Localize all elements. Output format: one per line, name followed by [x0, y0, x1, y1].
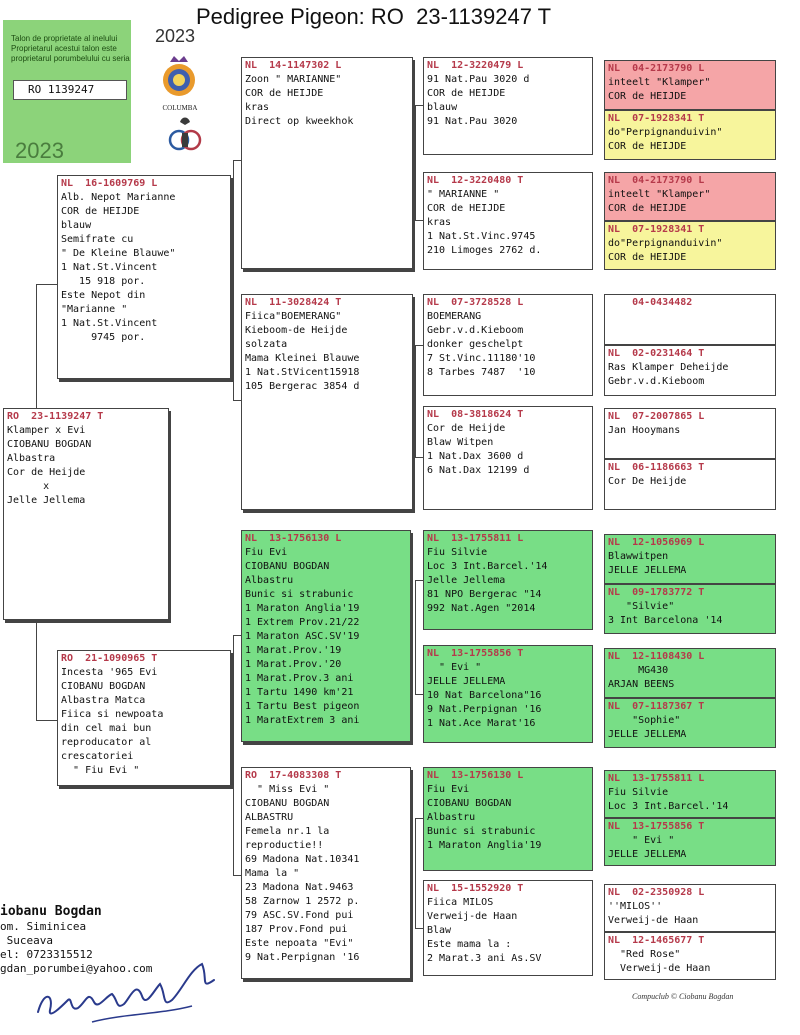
pigeon-card-fm: [241, 294, 413, 510]
ring-number: NL 02-2350928 L: [608, 887, 705, 898]
pigeon-info-line: " Evi ": [608, 835, 675, 846]
columba-logo-icon: [158, 52, 200, 102]
ring-number: RO 17-4083308 T: [245, 770, 342, 781]
pigeon-card-g10: [604, 584, 776, 634]
pigeon-info-line: 187 Prov.Fond pui: [245, 924, 348, 935]
pigeon-card-g12: [604, 698, 776, 748]
pigeon-info-line: reproducator al: [61, 737, 152, 748]
pigeon-card-father: [57, 175, 231, 379]
pigeon-info-line: COR de HEIJDE: [61, 206, 140, 217]
pigeon-info-line: CIOBANU BOGDAN: [245, 798, 330, 809]
pigeon-card-g16: [604, 932, 776, 980]
pigeon-info-line: 9745 por.: [61, 332, 146, 343]
pigeon-info-line: CIOBANU BOGDAN: [61, 681, 146, 692]
ring-number: NL 04-2173790 L: [608, 63, 705, 74]
pigeon-info-line: 2 Marat.3 ani As.SV: [427, 953, 542, 964]
pigeon-card-mf: [241, 530, 411, 742]
pigeon-info-line: Zoon " MARIANNE": [245, 74, 342, 85]
pigeon-info-line: 1 Nat.Dax 3600 d: [427, 451, 524, 462]
pigeon-info-line: 1 Maraton Anglia'19: [245, 603, 360, 614]
pigeon-info-line: Femela nr.1 la: [245, 826, 330, 837]
pigeon-info-line: Bunic si strabunic: [245, 589, 354, 600]
ring-number: NL 13-1755856 T: [608, 821, 705, 832]
pigeon-info-line: 1 MaratExtrem 3 ani: [245, 715, 360, 726]
pigeon-card-g11: [604, 648, 776, 698]
connector-line: [36, 720, 57, 721]
pigeon-info-line: Este nepoata "Evi": [245, 938, 354, 949]
pigeon-info-line: Albastra Matca: [61, 695, 146, 706]
pigeon-card-fmm: [423, 406, 593, 510]
pigeon-card-g13: [604, 770, 776, 818]
pigeon-info-line: " De Kleine Blauwe": [61, 248, 176, 259]
connector-line: [415, 818, 416, 928]
ring-number: NL 15-1552920 T: [427, 883, 524, 894]
ring-number: NL 13-1755856 T: [427, 648, 524, 659]
pigeon-info-line: Albastru: [427, 812, 476, 823]
pigeon-info-line: "Marianne ": [61, 304, 128, 315]
pigeon-info-line: Direct op kweekhok: [245, 116, 354, 127]
coupon-year: 2023: [15, 138, 64, 163]
pigeon-info-line: 81 NPO Bergerac "14: [427, 589, 542, 600]
pigeon-card-mff: [423, 530, 593, 630]
pigeon-card-g3: [604, 172, 776, 221]
pigeon-info-line: 1 Extrem Prov.21/22: [245, 617, 360, 628]
pigeon-card-mmf: [423, 767, 593, 871]
ring-number: NL 04-2173790 L: [608, 175, 705, 186]
ring-number: RO 23-1139247 T: [7, 411, 104, 422]
coupon-line: Talon de proprietate al inelului: [11, 34, 118, 43]
pigeon-info-line: solzata: [245, 339, 288, 350]
coupon-line: proprietarul porumbelului cu seria: [11, 54, 130, 63]
ring-number: NL 06-1186663 T: [608, 462, 705, 473]
ring-number: NL 13-1755811 L: [427, 533, 524, 544]
pigeon-info-line: Semifrate cu: [61, 234, 134, 245]
pigeon-info-line: COR de HEIJDE: [245, 88, 324, 99]
fci-logo-icon: [168, 114, 202, 154]
pigeon-info-line: Mama la ": [245, 868, 300, 879]
connector-line: [415, 345, 423, 346]
ring-number: NL 07-1928341 T: [608, 113, 705, 124]
pigeon-info-line: 9 Nat.Perpignan '16: [427, 704, 542, 715]
pigeon-info-line: Albastra: [7, 453, 56, 464]
pigeon-info-line: " Miss Evi ": [245, 784, 330, 795]
breeder-email: gdan_porumbei@yahoo.com: [0, 962, 153, 975]
pigeon-info-line: CIOBANU BOGDAN: [245, 561, 330, 572]
pigeon-info-line: Incesta '965 Evi: [61, 667, 158, 678]
pigeon-info-line: Verweij-de Haan: [608, 915, 699, 926]
ring-number: NL 07-1187367 T: [608, 701, 705, 712]
connector-line: [415, 220, 423, 221]
pigeon-info-line: Cor de Heijde: [427, 423, 506, 434]
pigeon-info-line: kras: [245, 102, 270, 113]
ring-number: NL 07-2007865 L: [608, 411, 705, 422]
connector-line: [36, 284, 57, 285]
pigeon-info-line: Fiica"BOEMERANG": [245, 311, 342, 322]
pigeon-info-line: " Fiu Evi ": [61, 765, 140, 776]
ring-number: RO 21-1090965 T: [61, 653, 158, 664]
pigeon-info-line: JELLE JELLEMA: [608, 849, 687, 860]
connector-line: [415, 694, 423, 695]
pigeon-card-mm: [241, 767, 411, 979]
pigeon-info-line: Blaw Witpen: [427, 437, 494, 448]
pigeon-info-line: do"Perpignanduivin": [608, 127, 723, 138]
pigeon-info-line: 69 Madona Nat.10341: [245, 854, 360, 865]
pigeon-info-line: Loc 3 Int.Barcel.'14: [608, 801, 729, 812]
connector-line: [415, 345, 416, 457]
pigeon-info-line: 1 Nat.St.Vincent: [61, 262, 158, 273]
pigeon-info-line: Blaw: [427, 925, 452, 936]
pigeon-info-line: inteelt "Klamper": [608, 77, 711, 88]
ring-number: NL 11-3028424 T: [245, 297, 342, 308]
pigeon-info-line: reproductie!!: [245, 840, 324, 851]
breeder-phone: el: 0723315512: [0, 948, 93, 961]
pigeon-info-line: Blawwitpen: [608, 551, 669, 562]
pigeon-info-line: Ras Klamper Deheijde: [608, 362, 729, 373]
pigeon-card-fff: [423, 57, 593, 155]
ring-number: NL 12-1108430 L: [608, 651, 705, 662]
pigeon-info-line: Kieboom-de Heijde: [245, 325, 348, 336]
page-title: Pedigree Pigeon: RO 23-1139247 T: [196, 4, 552, 29]
pigeon-info-line: 1 Tartu 1490 km'21: [245, 687, 354, 698]
connector-line: [415, 580, 423, 581]
pigeon-info-line: 1 Marat.Prov.'19: [245, 645, 342, 656]
connector-line: [233, 160, 234, 400]
pigeon-info-line: COR de HEIJDE: [608, 141, 687, 152]
connector-line: [36, 620, 37, 720]
pigeon-info-line: COR de HEIJDE: [427, 88, 506, 99]
pigeon-info-line: 1 Maraton ASC.SV'19: [245, 631, 360, 642]
pigeon-info-line: crescatoriei: [61, 751, 134, 762]
ring-number: NL 07-1928341 T: [608, 224, 705, 235]
pigeon-info-line: 1 Nat.St.Vinc.9745: [427, 231, 536, 242]
pigeon-card-ff: [241, 57, 413, 269]
pigeon-info-line: Jan Hooymans: [608, 425, 681, 436]
connector-line: [233, 635, 241, 636]
connector-line: [415, 105, 416, 220]
pigeon-card-g1: [604, 60, 776, 110]
pigeon-card-g5: [604, 294, 776, 345]
pigeon-info-line: Jelle Jellema: [427, 575, 506, 586]
pigeon-card-g2: [604, 110, 776, 160]
connector-line: [233, 400, 241, 401]
pigeon-info-line: 1 Marat.Prov.'20: [245, 659, 342, 670]
connector-line: [233, 160, 241, 161]
pigeon-info-line: 23 Madona Nat.9463: [245, 882, 354, 893]
pigeon-info-line: 1 Maraton Anglia'19: [427, 840, 542, 851]
pigeon-info-line: COR de HEIJDE: [608, 91, 687, 102]
pigeon-info-line: JELLE JELLEMA: [608, 565, 687, 576]
ring-number: NL 16-1609769 L: [61, 178, 158, 189]
pigeon-info-line: Cor de Heijde: [7, 467, 86, 478]
connector-line: [415, 105, 423, 106]
pigeon-info-line: 3 Int Barcelona '14: [608, 615, 723, 626]
pigeon-info-line: BOEMERANG: [427, 311, 482, 322]
ring-number: NL 09-1783772 T: [608, 587, 705, 598]
pigeon-info-line: 7 St.Vinc.11180'10: [427, 353, 536, 364]
ring-number: 04-0434482: [608, 297, 693, 308]
pigeon-info-line: JELLE JELLEMA: [608, 729, 687, 740]
pigeon-card-subject: [3, 408, 169, 620]
ring-number: NL 08-3818624 T: [427, 409, 524, 420]
ring-number: NL 13-1755811 L: [608, 773, 705, 784]
pigeon-info-line: 8 Tarbes 7487 '10: [427, 367, 536, 378]
connector-line: [415, 580, 416, 694]
pigeon-card-g4: [604, 221, 776, 270]
pigeon-info-line: 79 ASC.SV.Fond pui: [245, 910, 354, 921]
pigeon-info-line: Gebr.v.d.Kieboom: [427, 325, 524, 336]
pigeon-info-line: 91 Nat.Pau 3020: [427, 116, 518, 127]
pigeon-info-line: CIOBANU BOGDAN: [427, 798, 512, 809]
pigeon-info-line: "Sophie": [608, 715, 681, 726]
footer-credit: Compuclub © Ciobanu Bogdan: [632, 992, 734, 1001]
pigeon-info-line: 1 Marat.Prov.3 ani: [245, 673, 354, 684]
ring-number: NL 12-1465677 T: [608, 935, 705, 946]
connector-line: [36, 284, 37, 408]
pigeon-card-mother: [57, 650, 231, 786]
pigeon-info-line: 210 Limoges 2762 d.: [427, 245, 542, 256]
pigeon-info-line: 1 Nat.Ace Marat'16: [427, 718, 536, 729]
ring-number: NL 12-3220479 L: [427, 60, 524, 71]
pigeon-card-g15: [604, 884, 776, 932]
pigeon-info-line: 1 Tartu Best pigeon: [245, 701, 360, 712]
pigeon-info-line: do"Perpignanduivin": [608, 238, 723, 249]
pigeon-info-line: COR de HEIJDE: [427, 203, 506, 214]
ring-number: NL 12-3220480 T: [427, 175, 524, 186]
ring-number: NL 13-1756130 L: [245, 533, 342, 544]
pigeon-info-line: Este mama la :: [427, 939, 512, 950]
pigeon-info-line: 58 Zarnow 1 2572 p.: [245, 896, 360, 907]
pigeon-info-line: 1 Nat.StVicent15918: [245, 367, 360, 378]
pigeon-info-line: CIOBANU BOGDAN: [7, 439, 92, 450]
columba-logo-label: COLUMBA: [162, 104, 198, 112]
pigeon-info-line: Fiu Silvie: [608, 787, 669, 798]
ring-number: NL 12-1056969 L: [608, 537, 705, 548]
pigeon-info-line: blauw: [61, 220, 92, 231]
pigeon-info-line: Fiu Evi: [245, 547, 288, 558]
pigeon-info-line: 6 Nat.Dax 12199 d: [427, 465, 530, 476]
pigeon-info-line: 992 Nat.Agen "2014: [427, 603, 536, 614]
connector-line: [233, 875, 241, 876]
pigeon-info-line: ALBASTRU: [245, 812, 294, 823]
pigeon-info-line: 9 Nat.Perpignan '16: [245, 952, 360, 963]
pigeon-info-line: COR de HEIJDE: [608, 203, 687, 214]
breeder-city: Suceava: [0, 934, 53, 947]
pigeon-info-line: Fiica si newpoata: [61, 709, 164, 720]
pigeon-info-line: Alb. Nepot Marianne: [61, 192, 176, 203]
breeder-address: om. Siminicea: [0, 920, 87, 933]
connector-line: [415, 457, 423, 458]
pigeon-info-line: 1 Nat.St.Vincent: [61, 318, 158, 329]
season-year: 2023: [155, 26, 196, 46]
pigeon-card-g14: [604, 818, 776, 866]
pigeon-info-line: Cor De Heijde: [608, 476, 687, 487]
pigeon-info-line: Loc 3 Int.Barcel.'14: [427, 561, 548, 572]
connector-line: [233, 635, 234, 875]
ring-number: NL 14-1147302 L: [245, 60, 342, 71]
pigeon-info-line: " Evi ": [427, 662, 482, 673]
pigeon-card-mmm: [423, 880, 593, 976]
ring-number: NL 13-1756130 L: [427, 770, 524, 781]
pigeon-info-line: din cel mai bun: [61, 723, 152, 734]
pigeon-info-line: JELLE JELLEMA: [427, 676, 506, 687]
pigeon-info-line: "Red Rose": [608, 949, 681, 960]
ring-number: NL 07-3728528 L: [427, 297, 524, 308]
pigeon-info-line: x: [7, 481, 50, 492]
breeder-name: iobanu Bogdan: [0, 904, 102, 919]
pigeon-info-line: Bunic si strabunic: [427, 826, 536, 837]
connector-line: [415, 928, 423, 929]
pigeon-info-line: ''MILOS'': [608, 901, 663, 912]
signature-icon: [32, 950, 232, 1030]
pigeon-info-line: COR de HEIJDE: [608, 252, 687, 263]
pigeon-info-line: blauw: [427, 102, 458, 113]
pigeon-info-line: 15 918 por.: [61, 276, 146, 287]
pigeon-info-line: inteelt "Klamper": [608, 189, 711, 200]
coupon-line: Proprietarul acestui talon este: [11, 44, 117, 53]
coupon-ring-number: RO 1139247: [13, 80, 127, 100]
pigeon-info-line: "Silvie": [608, 601, 675, 612]
pigeon-info-line: 105 Bergerac 3854 d: [245, 381, 360, 392]
pigeon-card-g6: [604, 345, 776, 396]
ring-number: NL 02-0231464 T: [608, 348, 705, 359]
pigeon-info-line: " MARIANNE ": [427, 189, 500, 200]
pigeon-info-line: Este Nepot din: [61, 290, 146, 301]
connector-line: [415, 818, 423, 819]
pigeon-info-line: Albastru: [245, 575, 294, 586]
pigeon-info-line: Verweij-de Haan: [427, 911, 518, 922]
pigeon-info-line: Gebr.v.d.Kieboom: [608, 376, 705, 387]
ring-coupon: [3, 20, 131, 163]
pigeon-info-line: 10 Nat Barcelona"16: [427, 690, 542, 701]
pigeon-info-line: Verweij-de Haan: [608, 963, 711, 974]
pigeon-card-mfm: [423, 645, 593, 743]
pigeon-card-g9: [604, 534, 776, 584]
pigeon-info-line: Jelle Jellema: [7, 495, 86, 506]
pigeon-card-fmf: [423, 294, 593, 396]
pigeon-info-line: Fiica MILOS: [427, 897, 494, 908]
pigeon-info-line: donker geschelpt: [427, 339, 524, 350]
pigeon-info-line: Fiu Silvie: [427, 547, 488, 558]
pigeon-card-g8: [604, 459, 776, 510]
pigeon-info-line: Mama Kleinei Blauwe: [245, 353, 360, 364]
pigeon-info-line: MG430: [608, 665, 669, 676]
pigeon-card-g7: [604, 408, 776, 459]
pigeon-card-ffm: [423, 172, 593, 270]
pigeon-info-line: ARJAN BEENS: [608, 679, 675, 690]
pigeon-info-line: Klamper x Evi: [7, 425, 86, 436]
pigeon-info-line: 91 Nat.Pau 3020 d: [427, 74, 530, 85]
pigeon-info-line: Fiu Evi: [427, 784, 470, 795]
pigeon-info-line: kras: [427, 217, 452, 228]
